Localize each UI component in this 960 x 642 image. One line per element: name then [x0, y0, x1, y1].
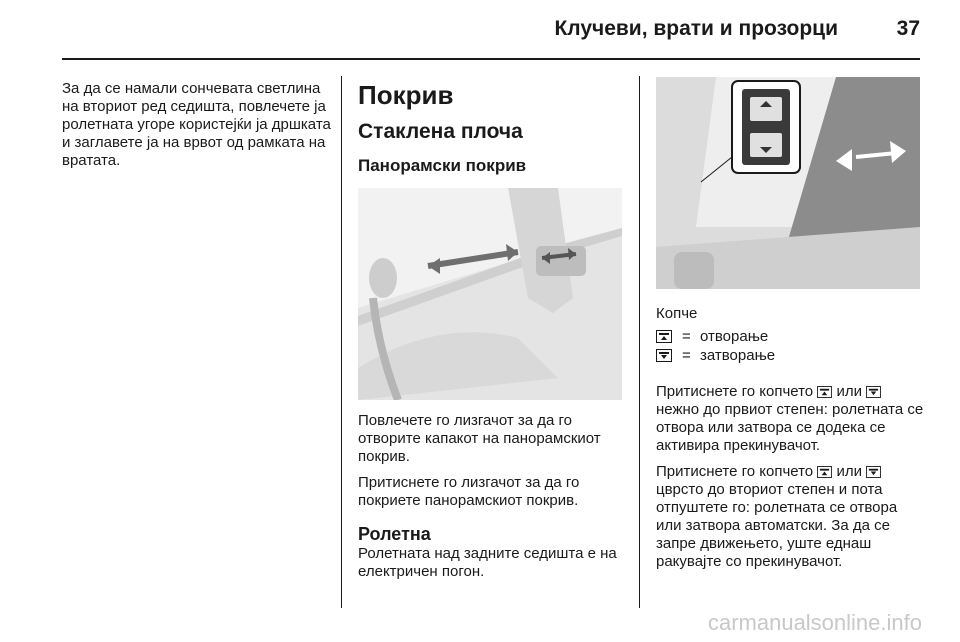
or-word: или — [836, 463, 863, 480]
column-divider-right — [639, 76, 640, 608]
press-firmly-rest: цврсто до вториот степен и пота отпуштете го: ролетната се отвора или затвора автоматски. За да се запре движењето, уште еднаш ракувајте со прекинувачот. — [656, 481, 898, 570]
column-3 — [656, 77, 924, 571]
subheading-glass-panel: Стаклена плоча — [358, 120, 523, 143]
legend-equals: = — [682, 328, 691, 345]
open-button-icon — [817, 386, 832, 398]
watermark: carmanualsonline.info — [707, 610, 922, 635]
slider-close-text: Притиснете го лизгачот за да го покриете панорамскиот покрив. — [358, 474, 580, 509]
slider-open-text: Повлечете го лизгачот за да го отворите капакот на панорамскиот покрив. — [358, 412, 601, 465]
legend-row-open — [656, 327, 924, 346]
page-header-title: Клучеви, врати и прозорци — [554, 17, 838, 40]
column-1 — [62, 80, 334, 170]
buttons-label: Копче — [656, 305, 698, 322]
column-2 — [358, 80, 624, 581]
press-firmly-lead: Притиснете го копчето — [656, 463, 814, 480]
press-gently-paragraph — [656, 383, 924, 455]
page-number: 37 — [896, 17, 920, 40]
section-heading-roof: Покрив — [358, 80, 454, 110]
column-divider-left — [341, 76, 342, 608]
legend-text-open: отворање — [700, 328, 769, 345]
open-button-icon — [656, 330, 672, 343]
subheading-roller-blind: Ролетна — [358, 524, 431, 544]
close-button-icon — [656, 349, 672, 362]
roller-blind-text: Ролетната над задните седишта е на електричен погон. — [358, 545, 617, 580]
legend-row-close — [656, 346, 924, 365]
close-button-icon — [866, 466, 881, 478]
header-divider — [62, 58, 920, 60]
subheading-panoramic-roof: Панорамски покрив — [358, 156, 527, 175]
press-gently-rest: нежно до првиот степен: ролетната се отвора или затвора се додека се активира прекинувачот. — [656, 401, 924, 454]
close-button-icon — [866, 386, 881, 398]
panoramic-roof-slider-illustration — [358, 188, 622, 400]
roller-blind-switch-illustration — [656, 77, 920, 289]
press-firmly-paragraph — [656, 463, 924, 571]
press-gently-lead: Притиснете го копчето — [656, 383, 814, 400]
sunshade-instructions: За да се намали сончевата светлина на вториот ред седишта, повлечете ја ролетната угоре користејќи ја дршката и заглавете ја на врвот од рамката на вратата. — [62, 80, 331, 169]
legend-equals: = — [682, 347, 691, 364]
legend-text-close: затворање — [700, 347, 776, 364]
or-word: или — [836, 383, 863, 400]
open-button-icon — [817, 466, 832, 478]
